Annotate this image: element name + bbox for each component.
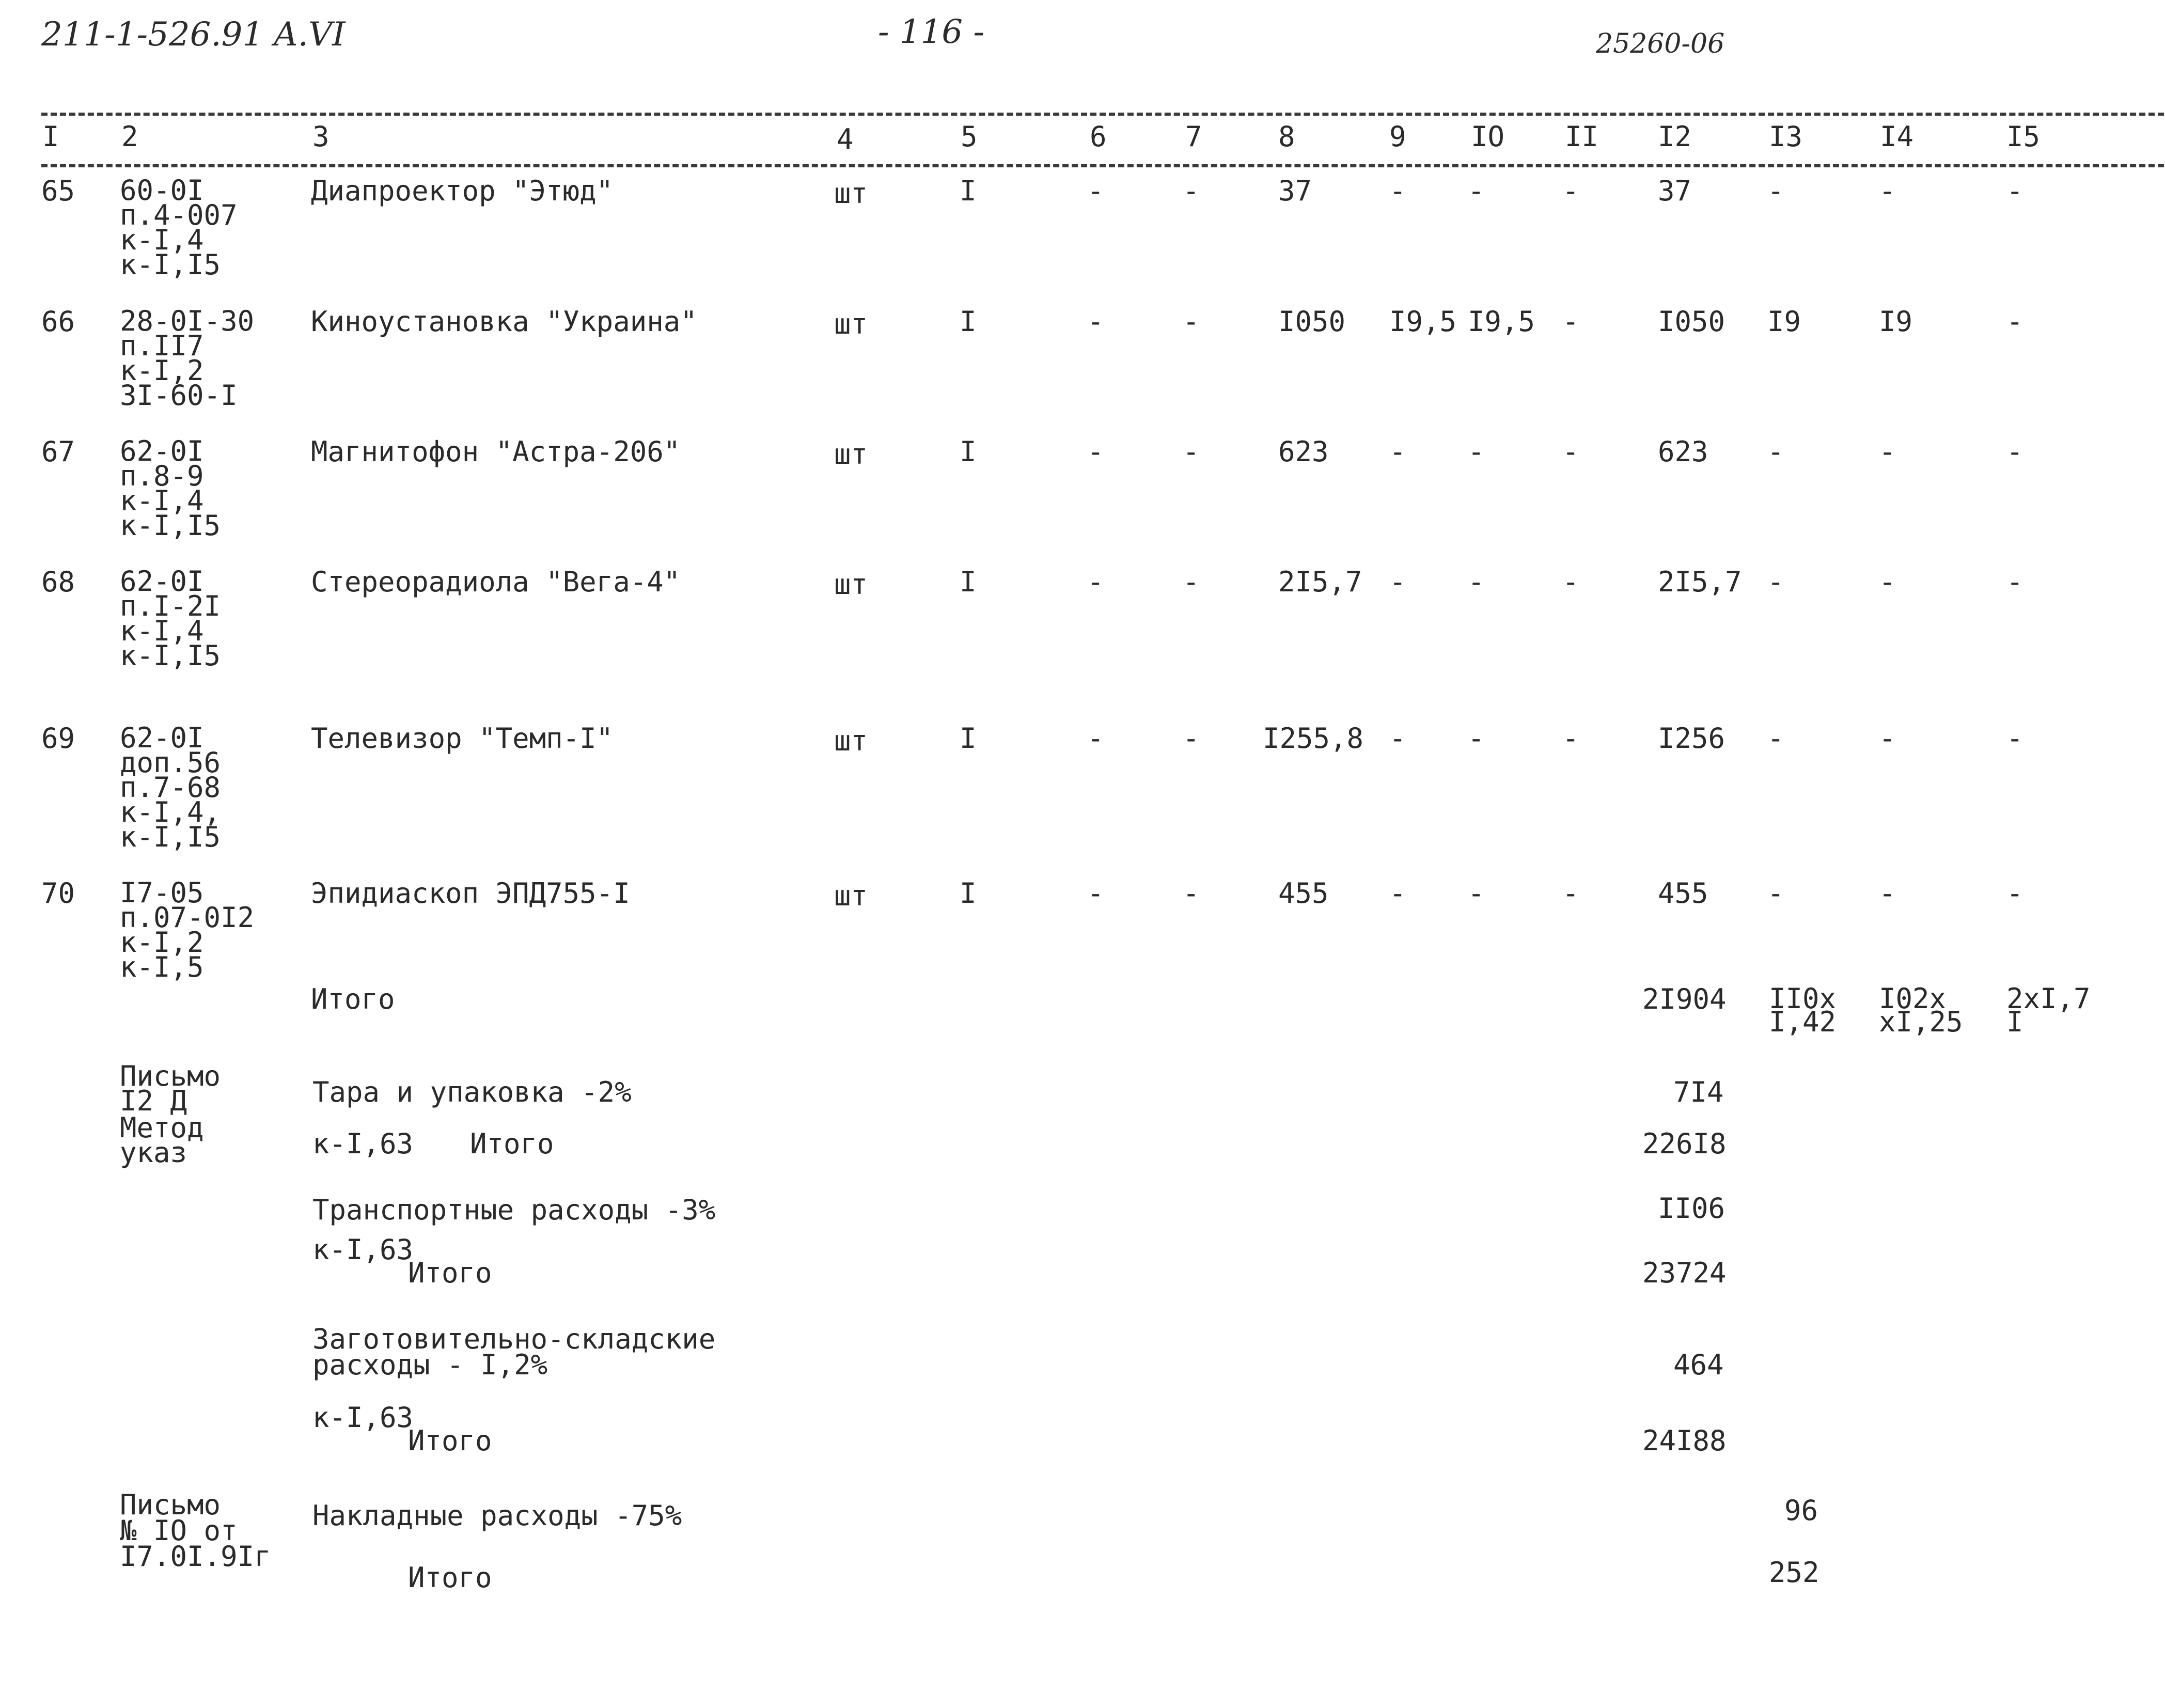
row-reference-line: к-I,I5	[120, 248, 221, 281]
row-name: Киноустановка "Украина"	[311, 305, 697, 338]
row-reference-line: к-I,4	[120, 615, 204, 647]
row-reference-line: 60-0I	[120, 174, 204, 207]
row-c10: -	[1468, 566, 1485, 598]
row-c8: I255,8	[1263, 722, 1364, 755]
procurement-total-label: Итого	[408, 1424, 492, 1457]
row-c9: -	[1389, 722, 1406, 755]
row-c10: -	[1468, 722, 1485, 755]
row-reference-line: к-I,4	[120, 484, 204, 517]
row-number: 68	[41, 566, 75, 598]
transport-total-label: Итого	[408, 1257, 492, 1289]
row-c11: -	[1562, 566, 1579, 598]
procurement-value: 464	[1673, 1349, 1724, 1381]
row-c9: -	[1389, 877, 1406, 910]
packaging-total-value: 226I8	[1642, 1127, 1727, 1160]
row-reference-line: 62-0I	[120, 722, 204, 754]
document-number: 25260-06	[1596, 28, 1725, 59]
row-c5: I	[960, 175, 977, 207]
row-c8: 2I5,7	[1278, 566, 1362, 598]
row-c5: I	[960, 877, 977, 910]
row-c7: -	[1183, 722, 1200, 755]
row-c11: -	[1562, 877, 1579, 910]
row-number: 70	[41, 877, 75, 910]
total-c14-line: I02x	[1879, 982, 1947, 1015]
row-c10: -	[1468, 175, 1485, 207]
total-label: Итого	[311, 983, 395, 1015]
col-header-10: IO	[1471, 120, 1505, 153]
col-header-13: I3	[1769, 120, 1803, 153]
row-c6: -	[1087, 566, 1104, 598]
header-rule	[41, 164, 2164, 167]
row-c6: -	[1087, 305, 1104, 338]
row-c12: I256	[1658, 722, 1725, 755]
row-c15: -	[2006, 722, 2023, 755]
row-c7: -	[1183, 435, 1200, 468]
row-c13: -	[1767, 722, 1784, 755]
row-c5: I	[960, 722, 977, 755]
row-c8: 37	[1278, 175, 1312, 207]
letter2-reference-line: № IO от	[120, 1514, 238, 1547]
row-c9: -	[1389, 435, 1406, 468]
row-unit: шт	[834, 725, 868, 757]
packaging-total-label: Итого	[470, 1127, 554, 1160]
row-c14: -	[1879, 435, 1896, 468]
row-c9: -	[1389, 175, 1406, 207]
col-header-8: 8	[1278, 120, 1295, 153]
row-c7: -	[1183, 877, 1200, 910]
total-c15-line: I	[2006, 1006, 2023, 1038]
transport-coefficient: к-I,63	[312, 1233, 414, 1266]
row-c7: -	[1183, 175, 1200, 207]
col-header-9: 9	[1389, 120, 1406, 153]
total-c13-line: II0x	[1769, 982, 1837, 1015]
row-c14: -	[1879, 175, 1896, 207]
col-header-3: 3	[312, 120, 330, 153]
row-c13: -	[1767, 175, 1784, 207]
col-header-15: I5	[2006, 120, 2041, 153]
row-unit: шт	[834, 880, 868, 912]
row-reference-line: п.II7	[120, 330, 204, 362]
col-header-11: II	[1565, 120, 1599, 153]
row-c11: -	[1562, 305, 1579, 338]
row-c6: -	[1087, 435, 1104, 468]
row-c10: I9,5	[1468, 305, 1535, 338]
col-header-14: I4	[1880, 120, 1914, 153]
row-c14: -	[1879, 566, 1896, 598]
row-reference-line: 62-0I	[120, 435, 204, 467]
row-unit: шт	[834, 568, 868, 601]
total-c13-line: I,42	[1769, 1006, 1837, 1038]
packaging-value: 7I4	[1673, 1076, 1724, 1108]
row-c5: I	[960, 566, 977, 598]
overhead-label: Накладные расходы -75%	[312, 1499, 682, 1532]
row-reference-line: к-I,2	[120, 354, 204, 387]
col-header-4: 4	[837, 123, 854, 155]
row-c8: 455	[1278, 877, 1329, 910]
row-c11: -	[1562, 722, 1579, 755]
row-number: 67	[41, 435, 75, 468]
row-reference-line: к-I,4,	[120, 796, 221, 828]
row-c15: -	[2006, 566, 2023, 598]
row-c14: I9	[1879, 305, 1913, 338]
row-c11: -	[1562, 435, 1579, 468]
row-reference-line: п.I-2I	[120, 590, 221, 622]
row-c8: 623	[1278, 435, 1329, 468]
procurement-total-value: 24I88	[1642, 1424, 1727, 1457]
row-name: Телевизор "Темп-I"	[311, 722, 614, 755]
row-c11: -	[1562, 175, 1579, 207]
row-reference-line: п.7-68	[120, 771, 221, 804]
row-c9: -	[1389, 566, 1406, 598]
row-c6: -	[1087, 877, 1104, 910]
row-c15: -	[2006, 877, 2023, 910]
col-header-12: I2	[1658, 120, 1692, 153]
row-reference-line: к-I,4	[120, 224, 204, 256]
row-c13: I9	[1767, 305, 1801, 338]
row-reference-line: 28-0I-30	[120, 305, 255, 337]
row-c12: 623	[1658, 435, 1708, 468]
row-reference-line: к-I,5	[120, 951, 204, 983]
row-c15: -	[2006, 305, 2023, 338]
letter2-reference-line: Письмо	[120, 1488, 221, 1521]
letter-reference-line: Метод	[120, 1111, 204, 1144]
row-reference-line: к-I,I5	[120, 821, 221, 853]
col-header-7: 7	[1185, 120, 1202, 153]
row-name: Стереорадиола "Вега-4"	[311, 566, 681, 598]
row-c14: -	[1879, 877, 1896, 910]
transport-total-value: 23724	[1642, 1257, 1727, 1289]
packaging-coefficient: к-I,63	[312, 1127, 414, 1160]
document-code: 211-1-526.91 A.VI	[41, 15, 346, 54]
row-c12: I050	[1658, 305, 1725, 338]
row-c6: -	[1087, 175, 1104, 207]
col-header-6: 6	[1090, 120, 1107, 153]
row-reference-line: 62-0I	[120, 565, 204, 598]
transport-label: Транспортные расходы -3%	[312, 1194, 716, 1226]
row-unit: шт	[834, 438, 868, 471]
row-c7: -	[1183, 305, 1200, 338]
letter-reference-line: I2 Д	[120, 1085, 187, 1117]
row-number: 66	[41, 305, 75, 338]
overhead-total-value: 252	[1769, 1556, 1819, 1589]
total-c14-line: xI,25	[1879, 1006, 1963, 1038]
row-c12: 2I5,7	[1658, 566, 1742, 598]
procurement-coefficient: к-I,63	[312, 1401, 414, 1434]
row-c15: -	[2006, 435, 2023, 468]
row-reference-line: п.8-9	[120, 460, 204, 492]
row-c13: -	[1767, 435, 1784, 468]
packaging-label: Тара и упаковка -2%	[312, 1076, 632, 1108]
row-c12: 455	[1658, 877, 1708, 910]
row-name: Магнитофон "Астра-206"	[311, 435, 681, 468]
row-reference-line: к-I,2	[120, 926, 204, 959]
overhead-value: 96	[1784, 1494, 1818, 1527]
row-c7: -	[1183, 566, 1200, 598]
row-name: Диапроектор "Этюд"	[311, 175, 614, 207]
row-c6: -	[1087, 722, 1104, 755]
procurement-label-2: расходы - I,2%	[312, 1349, 548, 1381]
row-c15: -	[2006, 175, 2023, 207]
letter-reference-line: Письмо	[120, 1060, 221, 1092]
row-c12: 37	[1658, 175, 1692, 207]
row-c10: -	[1468, 435, 1485, 468]
top-rule	[41, 113, 2164, 116]
row-reference-line: к-I,I5	[120, 509, 221, 542]
letter2-reference-line: I7.0I.9Iг	[120, 1540, 271, 1573]
procurement-label-1: Заготовительно-складские	[312, 1323, 716, 1355]
row-c9: I9,5	[1389, 305, 1457, 338]
col-header-5: 5	[961, 120, 978, 153]
row-reference-line: п.07-0I2	[120, 901, 255, 934]
row-unit: шт	[834, 308, 868, 340]
col-header-1: I	[42, 120, 59, 153]
transport-value: II06	[1658, 1192, 1725, 1225]
row-reference-line: к-I,I5	[120, 639, 221, 672]
row-c8: I050	[1278, 305, 1346, 338]
row-c10: -	[1468, 877, 1485, 910]
row-c13: -	[1767, 566, 1784, 598]
row-reference-line: I7-05	[120, 876, 204, 909]
row-c5: I	[960, 435, 977, 468]
total-c15-line: 2xI,7	[2006, 982, 2091, 1015]
col-header-2: 2	[121, 120, 138, 153]
row-c5: I	[960, 305, 977, 338]
row-c13: -	[1767, 877, 1784, 910]
row-number: 65	[41, 175, 75, 207]
row-reference-line: п.4-007	[120, 199, 238, 231]
row-reference-line: 3I-60-I	[120, 379, 238, 412]
row-c14: -	[1879, 722, 1896, 755]
page-number: - 116 -	[878, 13, 985, 51]
row-reference-line: доп.56	[120, 746, 221, 779]
row-number: 69	[41, 722, 75, 755]
total-c12: 2I904	[1642, 983, 1727, 1015]
letter-reference-line: указ	[120, 1136, 187, 1169]
row-unit: шт	[834, 177, 868, 210]
row-name: Эпидиаскоп ЭПД755-I	[311, 877, 630, 910]
overhead-total-label: Итого	[408, 1561, 492, 1594]
